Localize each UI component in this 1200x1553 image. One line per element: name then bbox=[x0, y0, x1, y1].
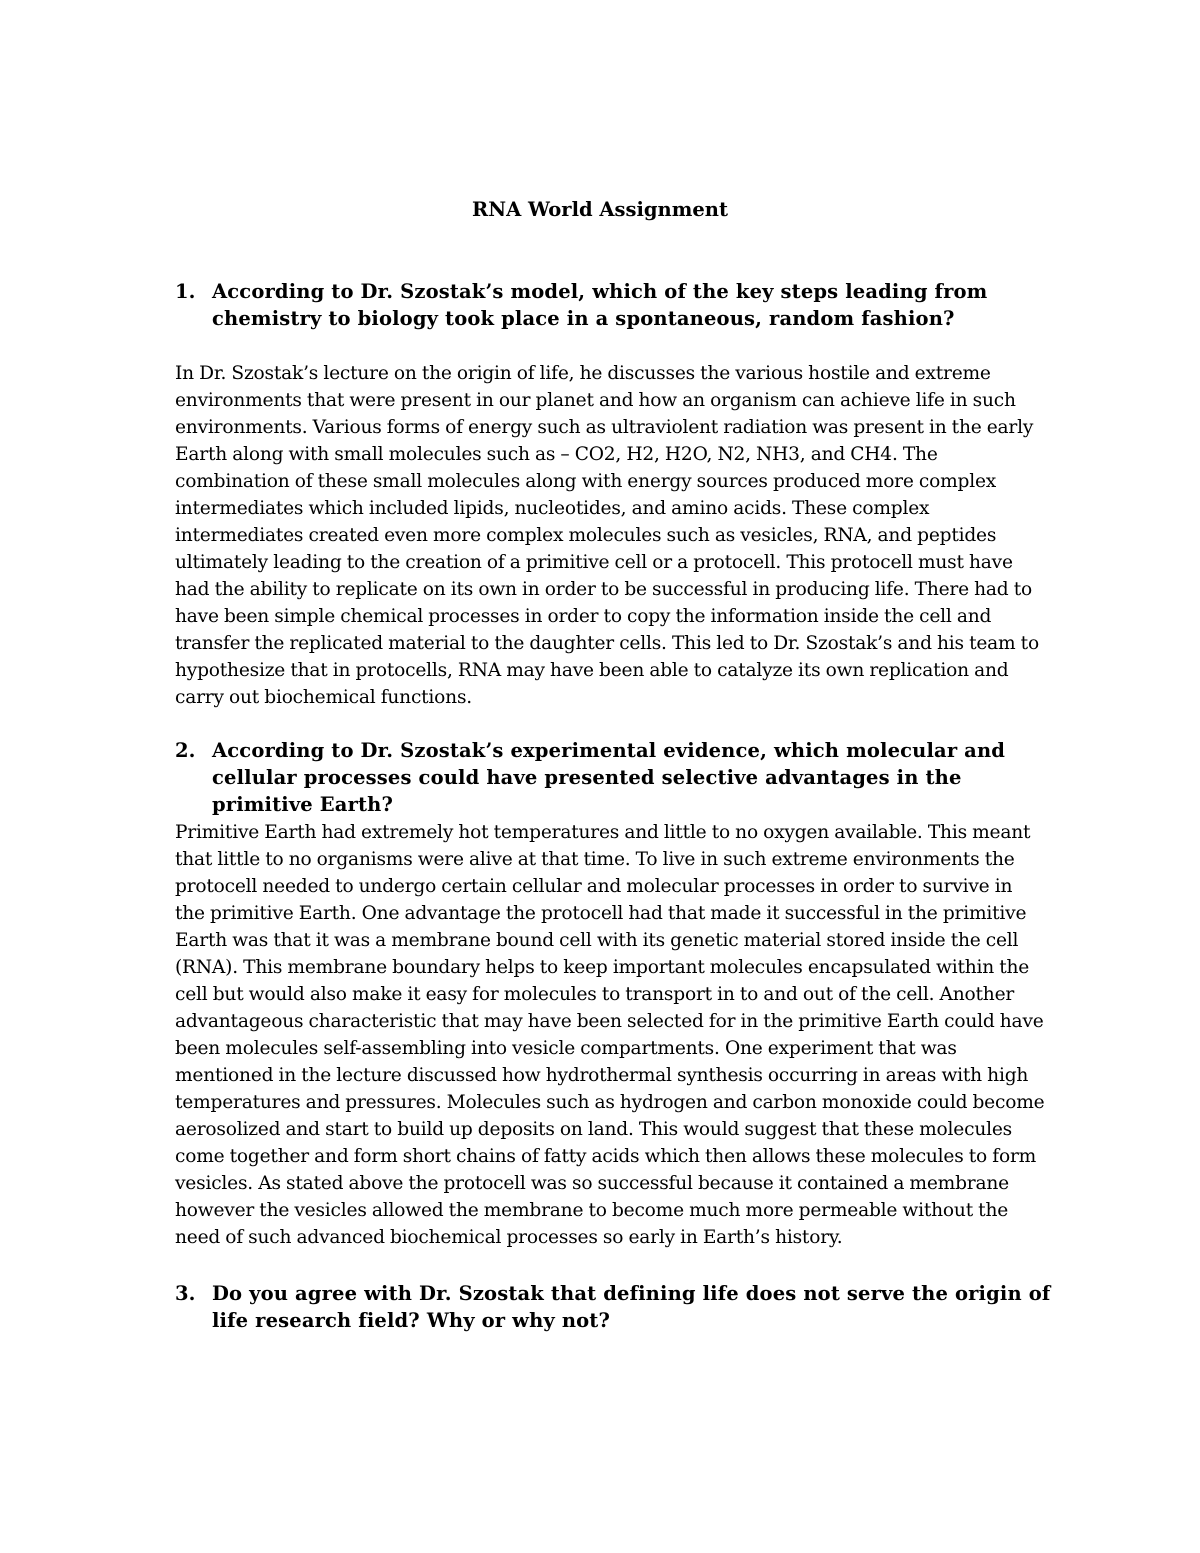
answer-line: ultimately leading to the creation of a primitive cell or a protocell. This protocell must have bbox=[175, 552, 1013, 573]
answer-line: come together and form short chains of fatty acids which then allows these molecules to form bbox=[175, 1146, 1037, 1167]
question-text: According to Dr. Szostak’s model, which of the key steps leading from chemistry to biology took place in a spontaneous, random fashion? bbox=[212, 280, 988, 330]
question-text: Do you agree with Dr. Szostak that defining life does not serve the origin of life research field? Why or why not? bbox=[212, 1282, 1051, 1332]
answer-line: vesicles. As stated above the protocell was so successful because it contained a membrane bbox=[175, 1173, 1009, 1194]
document-title: RNA World Assignment bbox=[472, 198, 728, 221]
answer-line: have been simple chemical processes in order to copy the information inside the cell and bbox=[175, 606, 992, 627]
answer-line: been molecules self-assembling into vesicle compartments. One experiment that was bbox=[175, 1038, 957, 1059]
answer-line: need of such advanced biochemical processes so early in Earth’s history. bbox=[175, 1227, 843, 1248]
answer-line: In Dr. Szostak’s lecture on the origin of life, he discusses the various hostile and extreme bbox=[175, 363, 991, 384]
answer-line: that little to no organisms were alive at that time. To live in such extreme environments the bbox=[175, 849, 1015, 870]
answer-line: the primitive Earth. One advantage the protocell had that made it successful in the primitive bbox=[175, 903, 1027, 924]
question-3 bbox=[175, 1280, 1065, 1334]
question-number: 3. bbox=[175, 1282, 196, 1305]
question-number: 1. bbox=[175, 280, 196, 303]
answer-line: intermediates created even more complex molecules such as vesicles, RNA, and peptides bbox=[175, 525, 997, 546]
question-text: According to Dr. Szostak’s experimental evidence, which molecular and cellular processes could have presented selective advantages in the primitive Earth? bbox=[212, 739, 1006, 816]
answer-line: carry out biochemical functions. bbox=[175, 687, 472, 708]
question-number: 2. bbox=[175, 739, 196, 762]
answer-line: advantageous characteristic that may have been selected for in the primitive Earth could have bbox=[175, 1011, 1044, 1032]
question-1 bbox=[175, 278, 1065, 332]
answer-line: Earth along with small molecules such as – CO2, H2, H2O, N2, NH3, and CH4. The bbox=[175, 444, 938, 465]
answer-line: (RNA). This membrane boundary helps to keep important molecules encapsulated within the bbox=[175, 957, 1030, 978]
answer-line: aerosolized and start to build up deposits on land. This would suggest that these molecules bbox=[175, 1119, 1012, 1140]
answer-1 bbox=[175, 360, 1060, 711]
answer-line: cell but would also make it easy for molecules to transport in to and out of the cell. Another bbox=[175, 984, 1015, 1005]
question-2 bbox=[175, 737, 1065, 818]
answer-line: temperatures and pressures. Molecules such as hydrogen and carbon monoxide could become bbox=[175, 1092, 1045, 1113]
answer-line: mentioned in the lecture discussed how hydrothermal synthesis occurring in areas with high bbox=[175, 1065, 1029, 1086]
answer-2 bbox=[175, 819, 1060, 1251]
answer-line: transfer the replicated material to the daughter cells. This led to Dr. Szostak’s and his team to bbox=[175, 633, 1039, 654]
answer-line: Earth was that it was a membrane bound cell with its genetic material stored inside the cell bbox=[175, 930, 1019, 951]
answer-line: had the ability to replicate on its own in order to be successful in producing life. There had to bbox=[175, 579, 1032, 600]
answer-line: however the vesicles allowed the membrane to become much more permeable without the bbox=[175, 1200, 1009, 1221]
answer-line: Primitive Earth had extremely hot temperatures and little to no oxygen available. This meant bbox=[175, 822, 1031, 843]
answer-line: environments. Various forms of energy such as ultraviolent radiation was present in the early bbox=[175, 417, 1034, 438]
answer-line: environments that were present in our planet and how an organism can achieve life in such bbox=[175, 390, 1016, 411]
answer-line: intermediates which included lipids, nucleotides, and amino acids. These complex bbox=[175, 498, 930, 519]
answer-line: protocell needed to undergo certain cellular and molecular processes in order to survive in bbox=[175, 876, 1013, 897]
answer-line: hypothesize that in protocells, RNA may have been able to catalyze its own replication and bbox=[175, 660, 1009, 681]
answer-line: combination of these small molecules along with energy sources produced more complex bbox=[175, 471, 997, 492]
